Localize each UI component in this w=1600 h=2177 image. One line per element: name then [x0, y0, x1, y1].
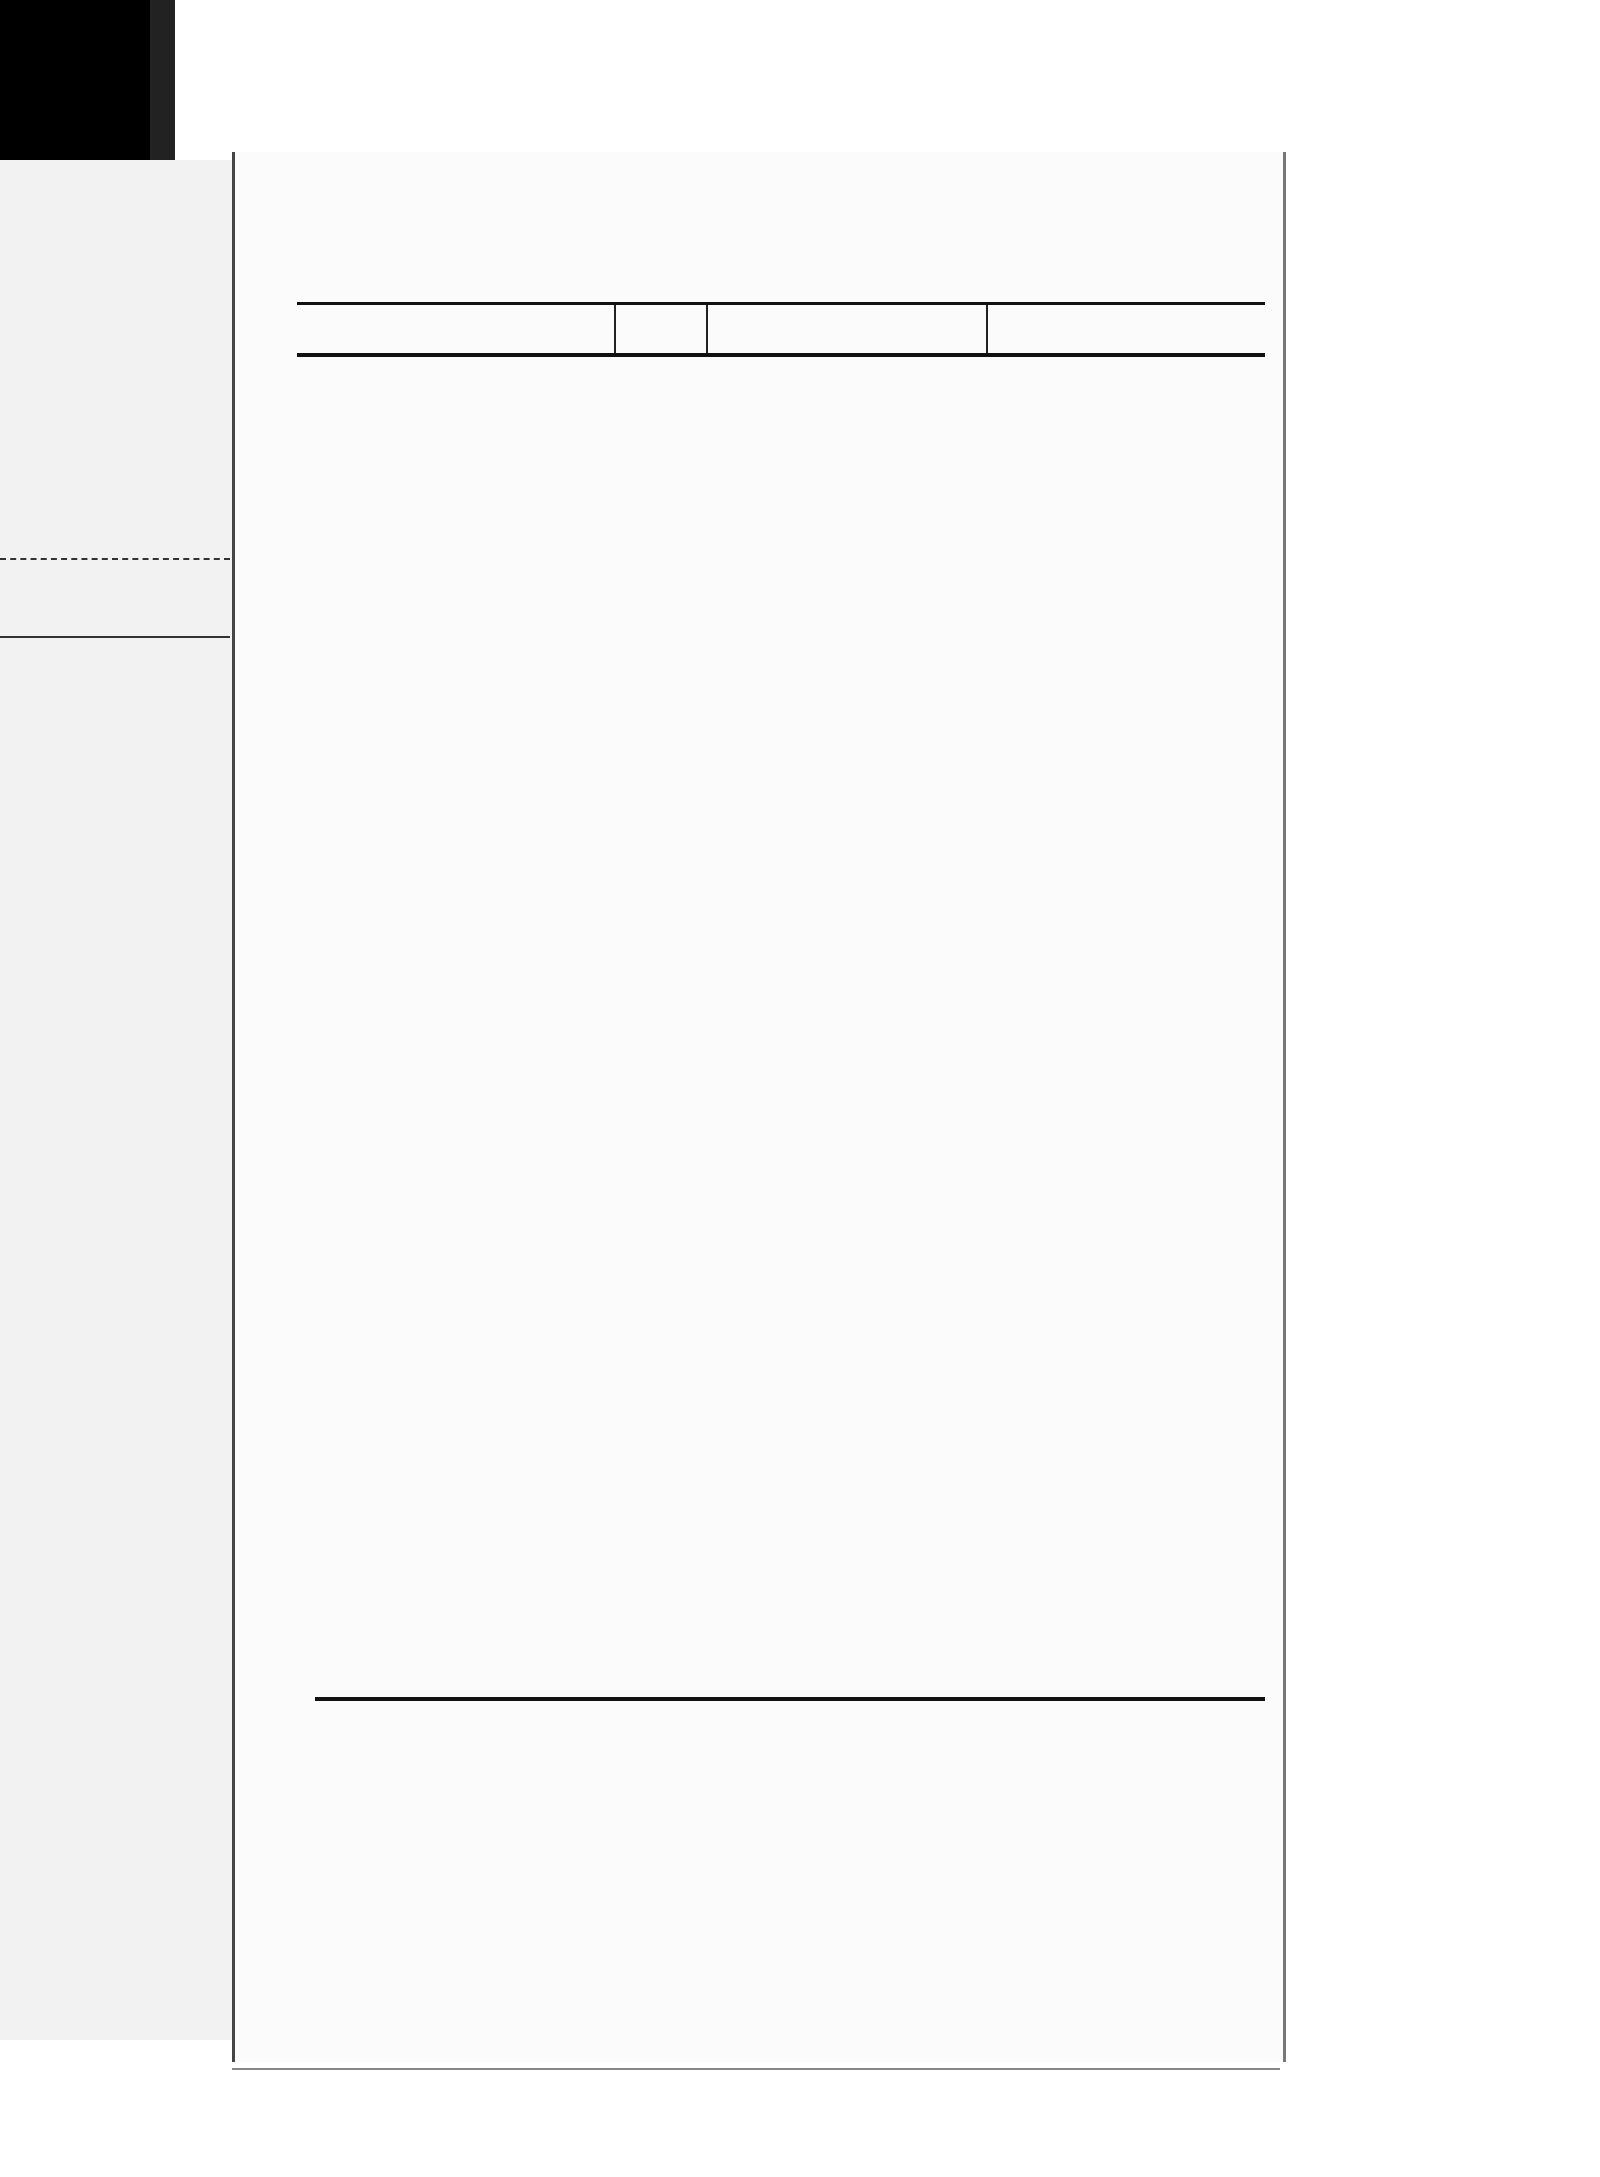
book-spine-shadow: [0, 0, 172, 180]
header-name: [297, 304, 615, 356]
page-bottom-rule: [232, 2068, 1280, 2070]
left-page-heading-rule: [0, 636, 230, 638]
table-header-row: [297, 304, 1265, 356]
right-page: [232, 152, 1286, 2062]
left-page: [0, 160, 255, 2040]
left-page-divider: [0, 558, 230, 560]
header-geld: [615, 304, 707, 356]
header-bewahrer: [987, 304, 1265, 356]
ottensen-table: [315, 1697, 1265, 1701]
book-gutter: [150, 0, 175, 180]
todtenladen-table: [297, 302, 1265, 357]
header-bote: [707, 304, 987, 356]
